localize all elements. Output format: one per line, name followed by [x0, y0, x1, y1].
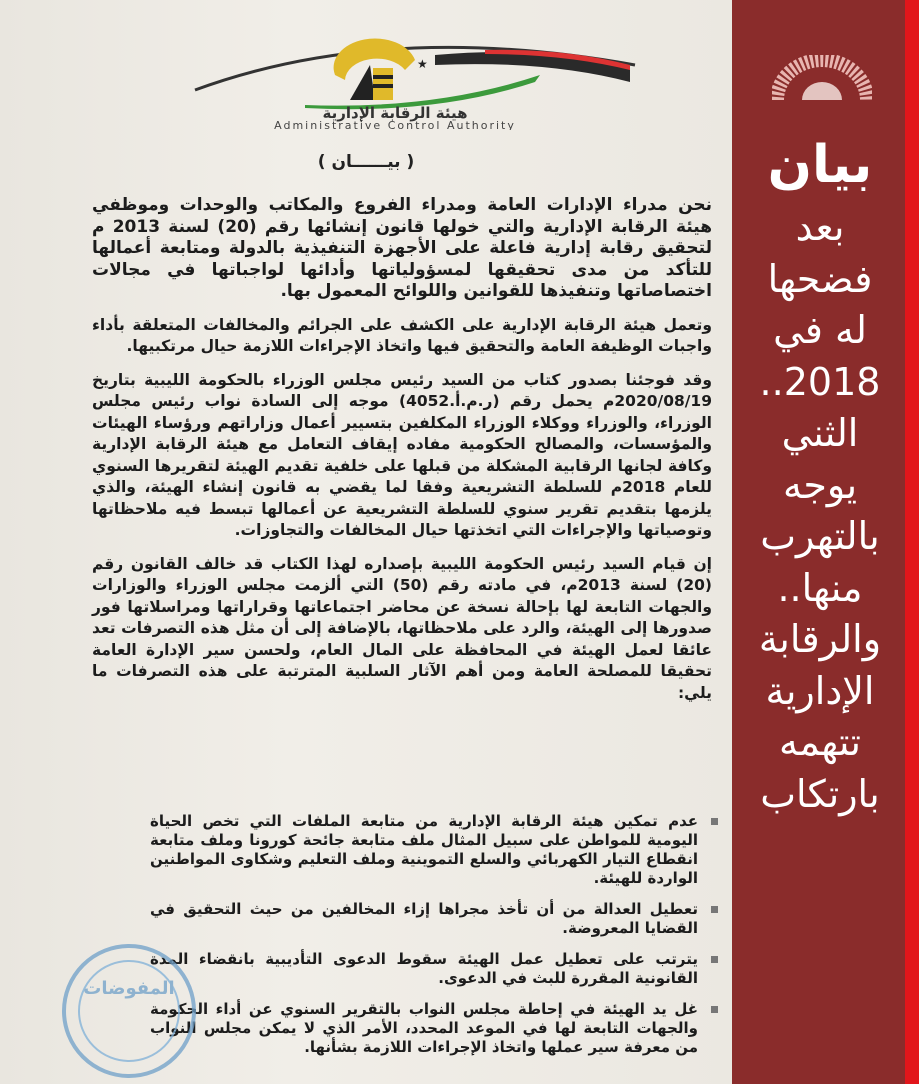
square-bullet-icon [711, 906, 718, 913]
headline-line: 2018.. [759, 359, 881, 404]
headline-title: بيان [767, 135, 873, 195]
logo-english-name: Administrative Control Authority [274, 119, 516, 130]
square-bullet-icon [711, 956, 718, 963]
paragraph-letter: وقد فوجئنا بصدور كتاب من السيد رئيس مجلس الوزراء بالحكومة الليبية بتاريخ 2020/08/19م يحمل رقم (ر.م.أ.4052) موجه إلى السادة نواب رئيس مجلس الوزراء، والوزراء ووكلاء الوزراء المكلفين بتسيير أعمال وزاراتهم ورؤساء الهيئات والمؤسسات، والمصالح الحكومية مفاده إيقاف التعامل مع هيئة الرقابة الإدارية وكافة لجانها الرقابية المشكلة من قبلها على خلفية تقديم الهيئة لتقريرها السنوي للعام 2018م للسلطة التشريعية وفقا لما يقضي به قانون إنشاء الهيئة، والذي يلزمها بتقديم تقرير سنوي للسلطة التشريعية عن أعمالها تبسط فيه ملاحظاتها وتوصياتها والإجراءات التي اتخذتها حيال المخالفات والتجاوزات. [92, 370, 712, 539]
calligraphy-ornament-icon [772, 55, 872, 105]
list-item: عدم تمكين هيئة الرقابة الإدارية من متابعة الملفات التي تخص الحياة اليومية للمواطن على سبيل المثال ملف متابعة جائحة كورونا وملف متابعة انقطاع التيار الكهربائي والسلع التموينية وملف التعليم وشكاوى المواطنين الواردة للهيئة. [150, 812, 720, 888]
square-bullet-icon [711, 818, 718, 825]
consequences-list [150, 812, 720, 1069]
headline-line: فضحها [767, 256, 873, 301]
list-item: غل يد الهيئة في إحاطة مجلس النواب بالتقرير السنوي عن أداء الحكومة والجهات التابعة لها في الموعد المحدد، الأمر الذي لا يمكن مجلس النواب من معرفة سير عملها واتخاذ الإجراءات اللازمة بشأنها. [150, 1000, 720, 1057]
authority-logo [185, 20, 645, 130]
document-title: ( بيــــــان ) [317, 152, 415, 172]
headline-line: منها.. [777, 565, 863, 610]
headline-line: بعد [795, 205, 845, 249]
headline-line: يوجه [782, 462, 858, 507]
paragraph-violation: إن قيام السيد رئيس الحكومة الليبية بإصداره لهذا الكتاب قد خالف القانون رقم (20) لسنة 2013م، في مادته رقم (50) التي ألزمت مجلس الوزراء والوزارات والجهات التابعة لها بإحالة نسخة عن محاضر اجتماعاتها وقراراتها ومراسلاتها فور صدورها إلى الهيئة، والرد على ملاحظاتها، بالإضافة إلى أن مثل هذه التصرفات تعد عائقا لعمل الهيئة في المحافظة على المال العام، ولحسن سير الإدارة العامة تحقيقا للمصلحة العامة ومن أهم الآثار السلبية المترتبة على هذه التصرفات ما يلي: [92, 554, 712, 702]
headline-line: الإدارية [765, 668, 875, 713]
square-bullet-icon [711, 1006, 718, 1013]
svg-text:★: ★ [417, 57, 428, 71]
headline-line: بالتهرب [760, 514, 880, 558]
paragraph-mandate: وتعمل هيئة الرقابة الإدارية على الكشف على الجرائم والمخالفات المتعلقة بأداء واجبات الوظيفة العامة والتحقيق فيها واتخاذ الإجراءات اللازمة حيال مرتكبيها. [92, 315, 712, 355]
headline-line: والرقابة [758, 617, 882, 661]
headline-line: الثني [781, 411, 859, 455]
logo-arabic-name: هيئة الرقابة الإدارية [322, 104, 468, 122]
headline-text [736, 128, 904, 820]
official-stamp: المفوضات [62, 944, 196, 1078]
headline-line: تتهمه [779, 720, 861, 764]
list-item: يترتب على تعطيل عمل الهيئة سقوط الدعوى التأديبية بانقضاء المدة القانونية المقررة للبث في الدعوى. [150, 950, 720, 988]
list-item: تعطيل العدالة من أن تأخذ مجراها إزاء المخالفين من حيث التحقيق في القضايا المعروضة. [150, 900, 720, 938]
headline-line: له في [773, 308, 867, 352]
document-body [92, 195, 712, 716]
paragraph-intro: نحن مدراء الإدارات العامة ومدراء الفروع والمكاتب والوحدات وموظفي هيئة الرقابة الإدارية والتي خولها قانون إنشائها رقم (20) لسنة 2013 م لتحقيق رقابة إدارية فاعلة على الأجهزة التنفيذية بالدولة ومتابعة أعمالها للتأكد من مدى تحقيقها لمسؤولياتها وأدائها لواجباتها في مجالات اختصاصاتها وتنفيذها للقوانين واللوائح المعمول بها. [92, 195, 712, 301]
panel-edge [905, 0, 919, 1084]
headline-line: بارتكاب [760, 771, 880, 816]
